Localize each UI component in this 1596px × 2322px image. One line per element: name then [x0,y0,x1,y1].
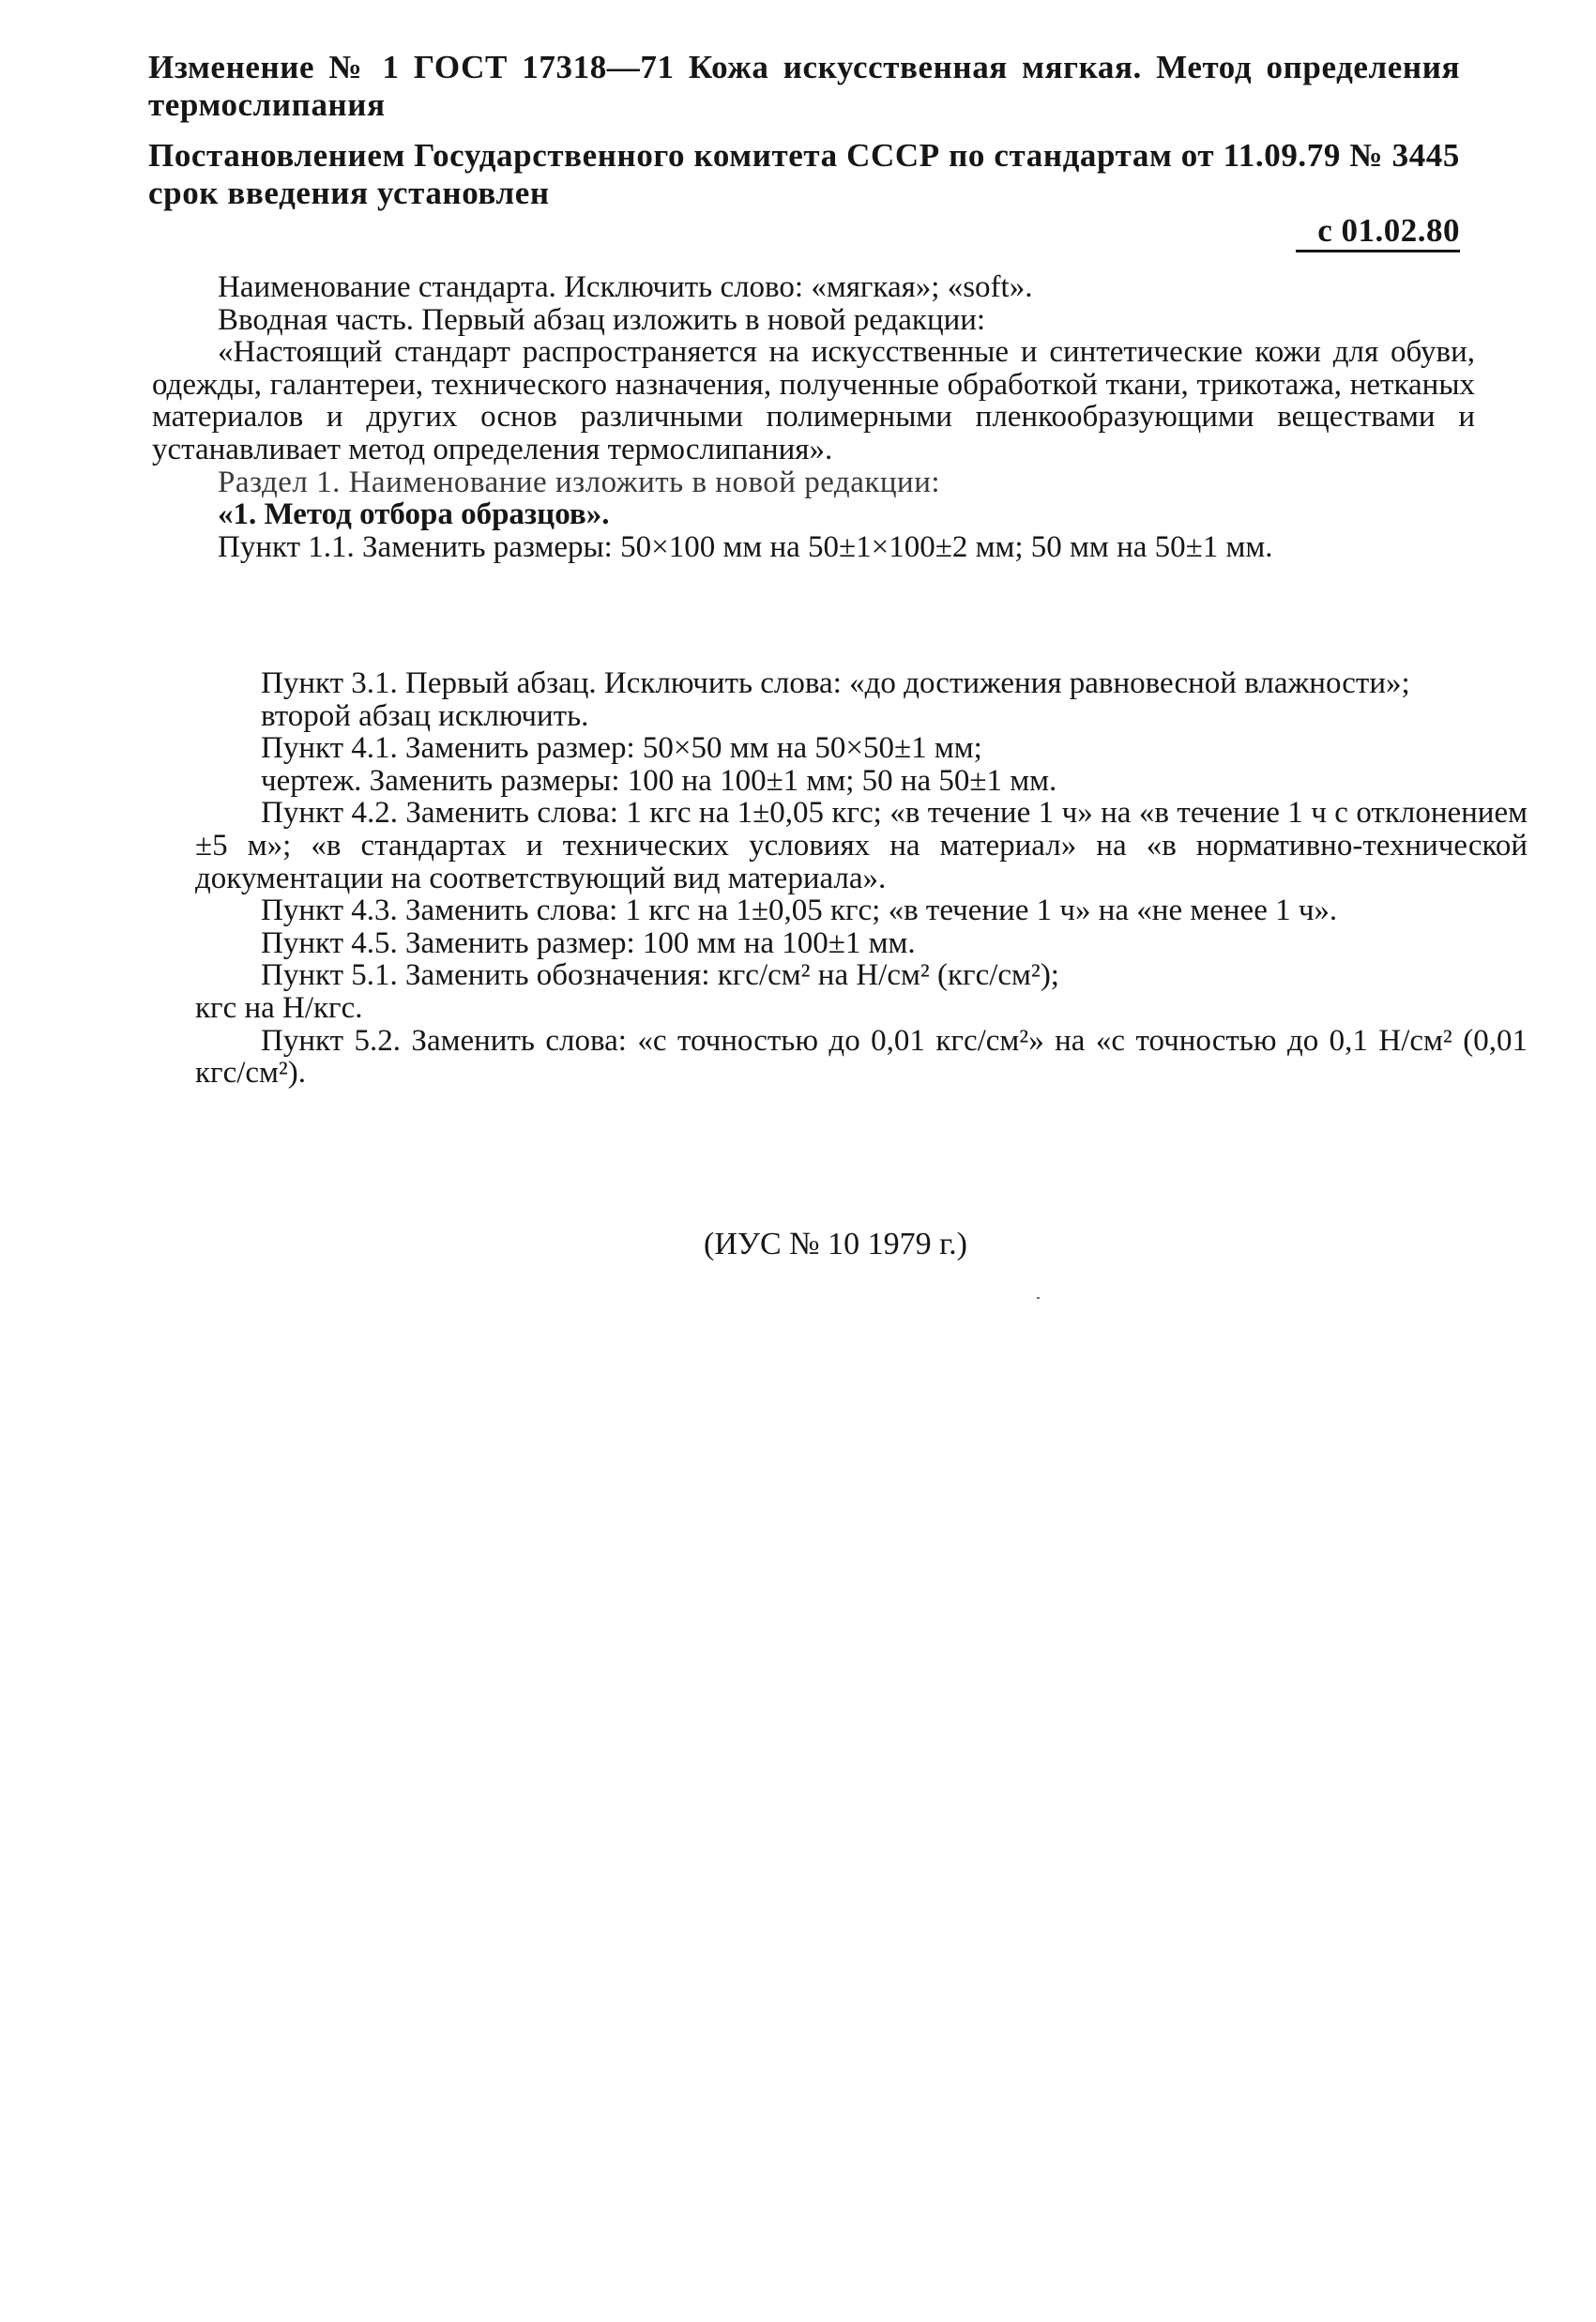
paragraph-clause-4-2: Пункт 4.2. Заменить слова: 1 кгс на 1±0,05 кгс; «в течение 1 ч» на «в течение 1 ч с отклонением ±5 м»; «в стандартах и технических условиях на материал» на «в нормативно-технической документации на соответствующий вид материала». [195,796,1528,895]
effective-date: с 01.02.80 [1317,212,1460,249]
scan-speck [1037,1297,1040,1299]
date-underline [1296,250,1460,252]
amendment-body-part-2 [195,667,1528,1090]
paragraph-clause-5-1: Пункт 5.1. Заменить обозначения: кгс/см² на Н/см² (кгс/см²); [261,958,1059,993]
paragraph-drawing: чертеж. Заменить размеры: 100 на 100±1 мм; 50 на 50±1 мм. [261,763,1057,798]
paragraph-section-1-title: «1. Метод отбора образцов». [218,497,610,532]
paragraph-clause-4-1: Пункт 4.1. Заменить размер: 50×50 мм на 50×50±1 мм; [261,731,982,766]
amendment-title: Изменение № 1 ГОСТ 17318—71 Кожа искусственная мягкая. Метод определения термослипания [148,49,1460,123]
paragraph-scope-text: «Настоящий стандарт распространяется на искусственные и синтетические кожи для обуви, одежды, галантереи, технического назначения, полученные обработкой ткани, трикотажа, нетканых материалов и других основ различными полимерными пленкообразующими веществами и устанавливает метод определения термослипания». [152,335,1475,466]
paragraph-standard-name: Наименование стандарта. Исключить слово: «мягкая»; «soft». [218,270,1033,304]
paragraph-clause-3-1-second: второй абзац исключить. [261,698,589,733]
source-reference: (ИУС № 10 1979 г.) [704,1227,967,1261]
paragraph-clause-4-5: Пункт 4.5. Заменить размер: 100 мм на 100±1 мм. [261,925,916,960]
paragraph-clause-5-2: Пункт 5.2. Заменить слова: «с точностью до 0,01 кгс/см²» на «с точностью до 0,1 Н/см² (0,01 кгс/см²). [195,1023,1528,1091]
paragraph-clause-3-1: Пункт 3.1. Первый абзац. Исключить слова: «до достижения равновесной влажности»; [261,666,1410,700]
paragraph-intro: Вводная часть. Первый абзац изложить в новой редакции: [218,302,986,337]
amendment-body-part-1 [152,271,1475,563]
paragraph-clause-1-1: Пункт 1.1. Заменить размеры: 50×100 мм на 50±1×100±2 мм; 50 мм на 50±1 мм. [218,529,1273,564]
resolution-statement: Постановлением Государственного комитета СССР по стандартам от 11.09.79 № 3445 срок введения установлен [148,137,1460,211]
paragraph-clause-4-3: Пункт 4.3. Заменить слова: 1 кгс на 1±0,05 кгс; «в течение 1 ч» на «не менее 1 ч». [261,894,1338,928]
paragraph-section-1: Раздел 1. Наименование изложить в новой редакции: [218,465,941,499]
paragraph-clause-5-1-cont: кгс на Н/кгс. [195,990,363,1025]
